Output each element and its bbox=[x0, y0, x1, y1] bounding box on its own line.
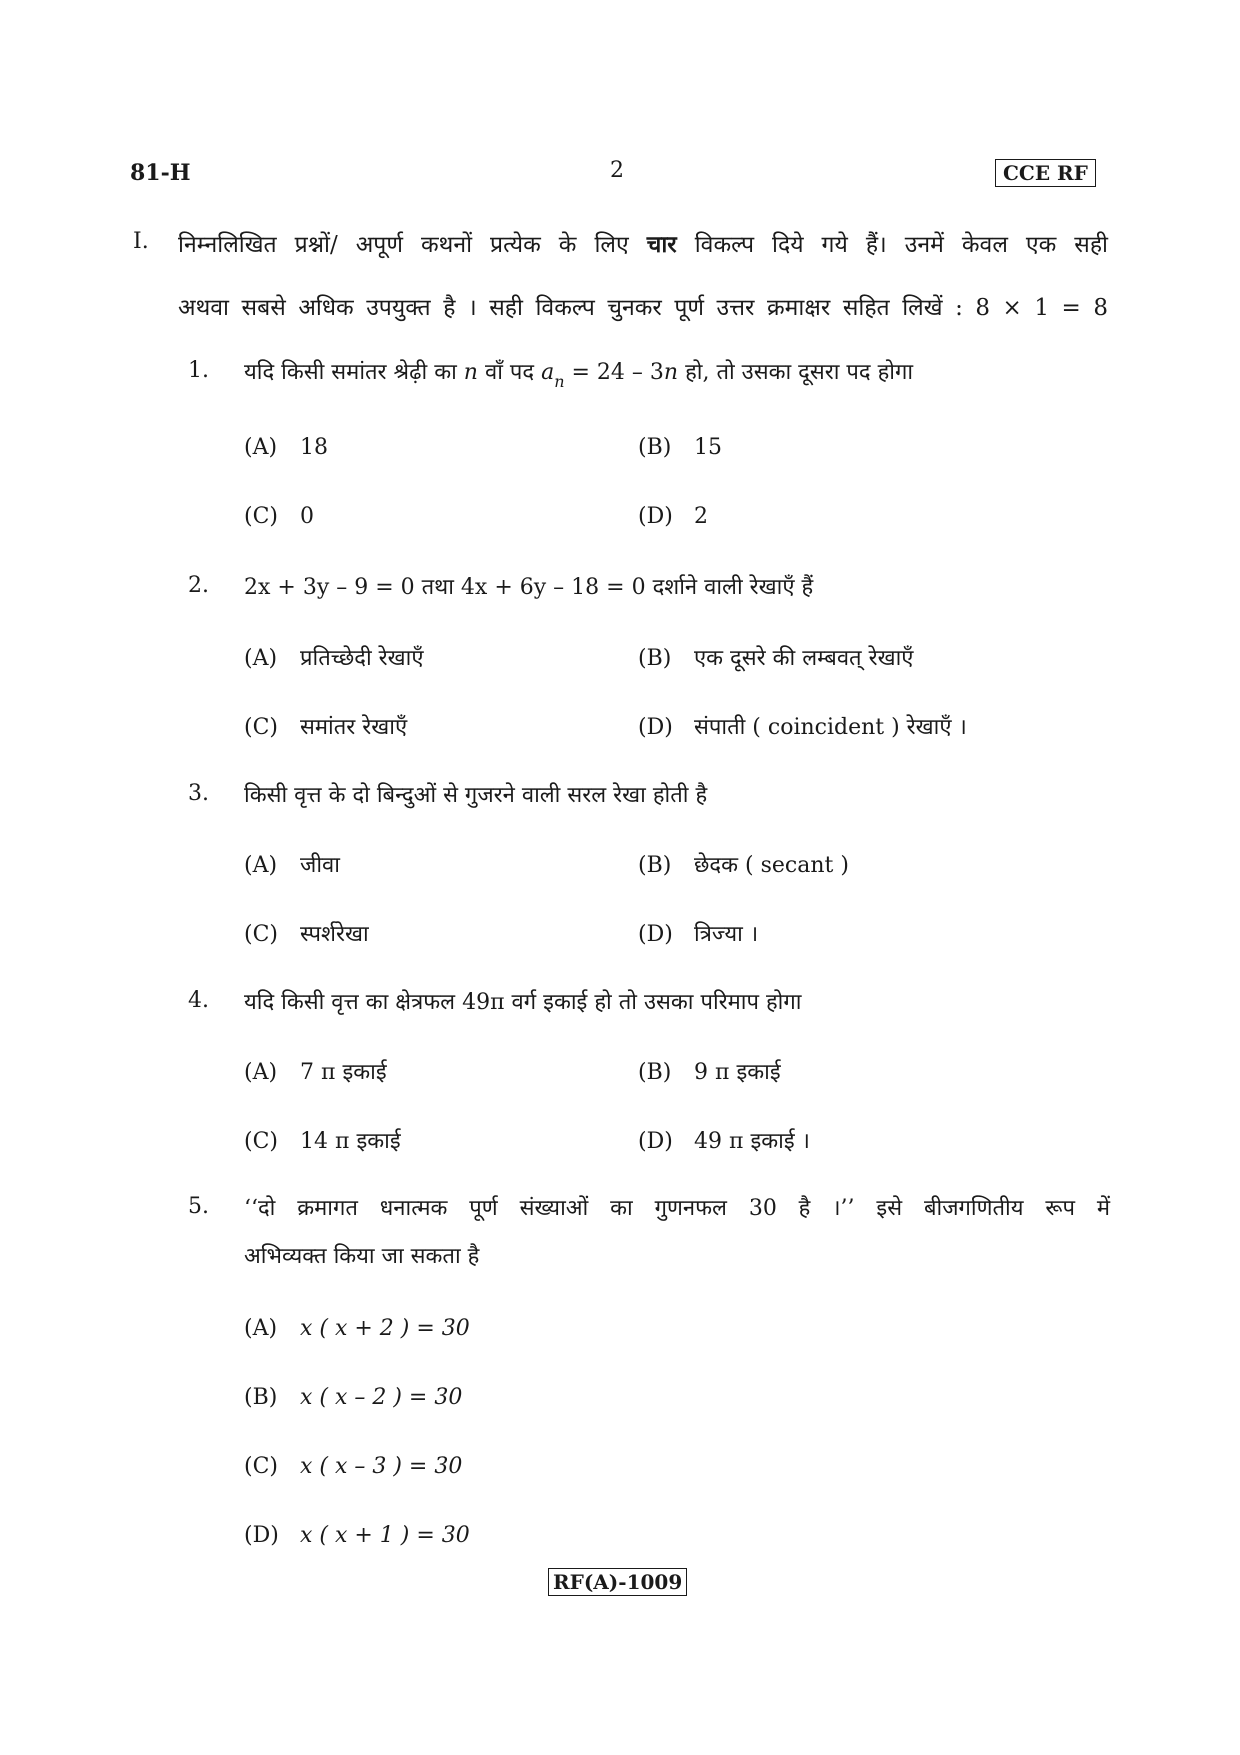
option: (A) प्रतिच्छेदी रेखाएँ bbox=[244, 646, 424, 671]
option: (C) स्पर्शरेखा bbox=[244, 922, 369, 947]
question-1-text: यदि किसी समांतर श्रेढ़ी का n वाँ पद $a_n = 24 - 3n$ हो, तो उसका दूसरा पद होगा bbox=[244, 360, 914, 391]
option: (A) x ( x + 2 ) = 30 bbox=[244, 1316, 470, 1341]
question-5-text-line-2: अभिव्यक्त किया जा सकता है bbox=[244, 1244, 480, 1269]
option: (D) 2 bbox=[638, 504, 708, 529]
question-number: 1. bbox=[188, 358, 209, 383]
question-number: 4. bbox=[188, 988, 209, 1013]
option: (C) 0 bbox=[244, 504, 314, 529]
option: (B) एक दूसरे की लम्बवत् रेखाएँ bbox=[638, 646, 914, 671]
option: (C) समांतर रेखाएँ bbox=[244, 715, 408, 740]
option: (B) 15 bbox=[638, 435, 722, 460]
option: (B) छेदक ( secant ) bbox=[638, 853, 849, 878]
instruction-line-2: अथवा सबसे अधिक उपयुक्त है । सही विकल्प चुनकर पूर्ण उत्तर क्रमाक्षर सहित लिखें : 8 × 1 = 8 bbox=[178, 295, 1108, 321]
instruction-bold-word: चार bbox=[646, 231, 677, 258]
option: (C) x ( x – 3 ) = 30 bbox=[244, 1454, 463, 1479]
paper-code: 81-H bbox=[130, 160, 191, 186]
question-2-text: 2x + 3y – 9 = 0 तथा 4x + 6y – 18 = 0 दर्शाने वाली रेखाएँ हैं bbox=[244, 575, 814, 600]
option: (D) 49 π इकाई । bbox=[638, 1129, 810, 1154]
question-3-text: किसी वृत्त के दो बिन्दुओं से गुजरने वाली सरल रेखा होती है bbox=[244, 783, 708, 808]
section-number: I. bbox=[133, 229, 149, 254]
option: (A) 18 bbox=[244, 435, 328, 460]
footer-code: RF(A)-1009 bbox=[548, 1568, 687, 1596]
instruction-line-1: निम्नलिखित प्रश्नों/ अपूर्ण कथनों प्रत्येक के लिए चार विकल्प दिये गये हैं। उनमें केवल एक सही bbox=[178, 231, 1109, 258]
exam-type-badge: CCE RF bbox=[995, 159, 1096, 187]
option: (D) त्रिज्या । bbox=[638, 922, 759, 947]
page-number: 2 bbox=[610, 158, 624, 183]
option: (A) जीवा bbox=[244, 853, 340, 878]
question-number: 5. bbox=[188, 1194, 209, 1219]
question-number: 3. bbox=[188, 781, 209, 806]
question-4-text: यदि किसी वृत्त का क्षेत्रफल 49π वर्ग इकाई हो तो उसका परिमाप होगा bbox=[244, 990, 802, 1015]
option: (C) 14 π इकाई bbox=[244, 1129, 401, 1154]
option: (D) संपाती ( coincident ) रेखाएँ । bbox=[638, 715, 967, 740]
option: (D) x ( x + 1 ) = 30 bbox=[244, 1523, 470, 1548]
option: (B) x ( x – 2 ) = 30 bbox=[244, 1385, 463, 1410]
question-number: 2. bbox=[188, 573, 209, 598]
question-5-text-line-1: ‘‘दो क्रमागत धनात्मक पूर्ण संख्याओं का गुणनफल 30 है ।’’ इसे बीजगणितीय रूप में bbox=[244, 1196, 1110, 1221]
option: (A) 7 π इकाई bbox=[244, 1060, 387, 1085]
option: (B) 9 π इकाई bbox=[638, 1060, 781, 1085]
